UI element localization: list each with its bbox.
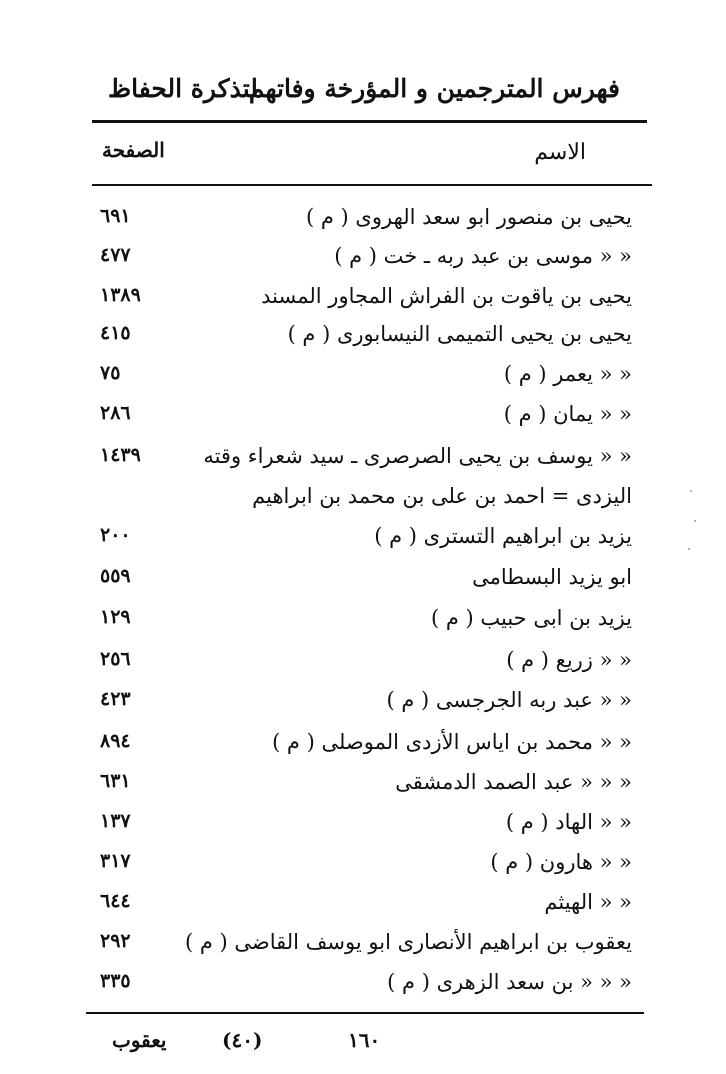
index-row [0,606,726,646]
index-row [0,284,726,324]
index-row [0,362,726,402]
index-page-number: ٦٩١ [100,205,131,227]
index-row [0,244,726,284]
index-row [0,850,726,890]
index-name: يحيى بن منصور ابو سعد الهروى ( م ) [305,205,632,229]
signature-mark: (٤٠) [222,1028,263,1052]
index-page-number: ١٢٩ [100,606,131,628]
index-row [0,770,726,810]
scan-speck [690,490,692,492]
scan-speck [694,520,696,522]
index-page-number: ٣١٧ [100,850,131,872]
column-heading-rule [92,184,652,186]
scan-speck [688,548,690,550]
index-page-number: ٤٧٧ [100,244,131,266]
index-row [0,688,726,728]
index-row [0,205,726,245]
index-row [0,890,726,930]
index-page-number: ٥٥٩ [100,565,131,587]
index-name: « « يعمر ( م ) [503,362,632,386]
page-number: ١٦٠ [348,1028,381,1052]
index-name: اليزدى = احمد بن على بن محمد بن ابراهيم [252,484,632,508]
header-rule [92,120,647,123]
index-page-number: ٢٨٦ [100,402,131,424]
name-column-heading: الاسم [534,140,586,165]
index-page-number: ١٣٨٩ [100,284,141,306]
index-row [0,970,726,1010]
index-row [0,810,726,850]
index-page-number: ٦٣١ [100,770,131,792]
index-name: « « زريع ( م ) [506,648,632,672]
index-name: « « « بن سعد الزهرى ( م ) [387,970,632,994]
index-page-number: ١٤٣٩ [100,444,141,466]
index-page-number: ٢٠٠ [100,524,131,546]
index-row [0,524,726,564]
index-name: « « يوسف بن يحيى الصرصرى ـ سيد شعراء وقته [203,444,632,468]
footer-rule [86,1012,644,1014]
index-name: « « يمان ( م ) [503,402,632,426]
index-row [0,444,726,484]
index-page-number: ١٣٧ [100,810,131,832]
index-row [0,322,726,362]
index-name: يحيى بن ياقوت بن الفراش المجاور المسند [261,284,632,308]
index-name: « « هارون ( م ) [490,850,632,874]
index-page-number: ٧٥ [100,362,121,384]
page-column-heading: الصفحة [102,138,165,162]
index-row [0,402,726,442]
index-row [0,648,726,688]
running-title-left: لتذكرة الحفاظ [108,74,258,103]
index-row [0,484,726,524]
index-page-number: ٣٣٥ [100,970,131,992]
index-name: « « محمد بن اياس الأزدى الموصلى ( م ) [272,730,632,754]
index-row [0,565,726,605]
index-name: « « الهيثم [544,890,632,914]
index-row [0,730,726,770]
index-page-number: ٦٤٤ [100,890,131,912]
index-name: « « الهاد ( م ) [505,810,632,834]
index-name: « « عبد ربه الجرجسى ( م ) [386,688,632,712]
index-page-number: ٤٢٣ [100,688,131,710]
index-page-number: ٤١٥ [100,322,131,344]
index-name: يزيد بن ابراهيم التسترى ( م ) [374,524,632,548]
index-page-number: ٢٩٢ [100,930,131,952]
index-name: « « موسى بن عبد ربه ـ خت ( م ) [334,244,632,268]
index-name: ابو يزيد البسطامى [472,565,632,589]
index-name: يحيى بن يحيى التميمى النيسابورى ( م ) [287,322,632,346]
index-name: يزيد بن ابى حبيب ( م ) [430,606,632,630]
index-name: « « « عبد الصمد الدمشقى [395,770,632,794]
index-row [0,930,726,970]
running-title-right: فهرس المترجمين و المؤرخة وفاتهم [248,74,620,103]
index-name: يعقوب بن ابراهيم الأنصارى ابو يوسف القاضى ( م ) [185,930,632,954]
index-page-number: ٢٥٦ [100,648,131,670]
catchword: يعقوب [112,1028,167,1052]
index-page-number: ٨٩٤ [100,730,131,752]
